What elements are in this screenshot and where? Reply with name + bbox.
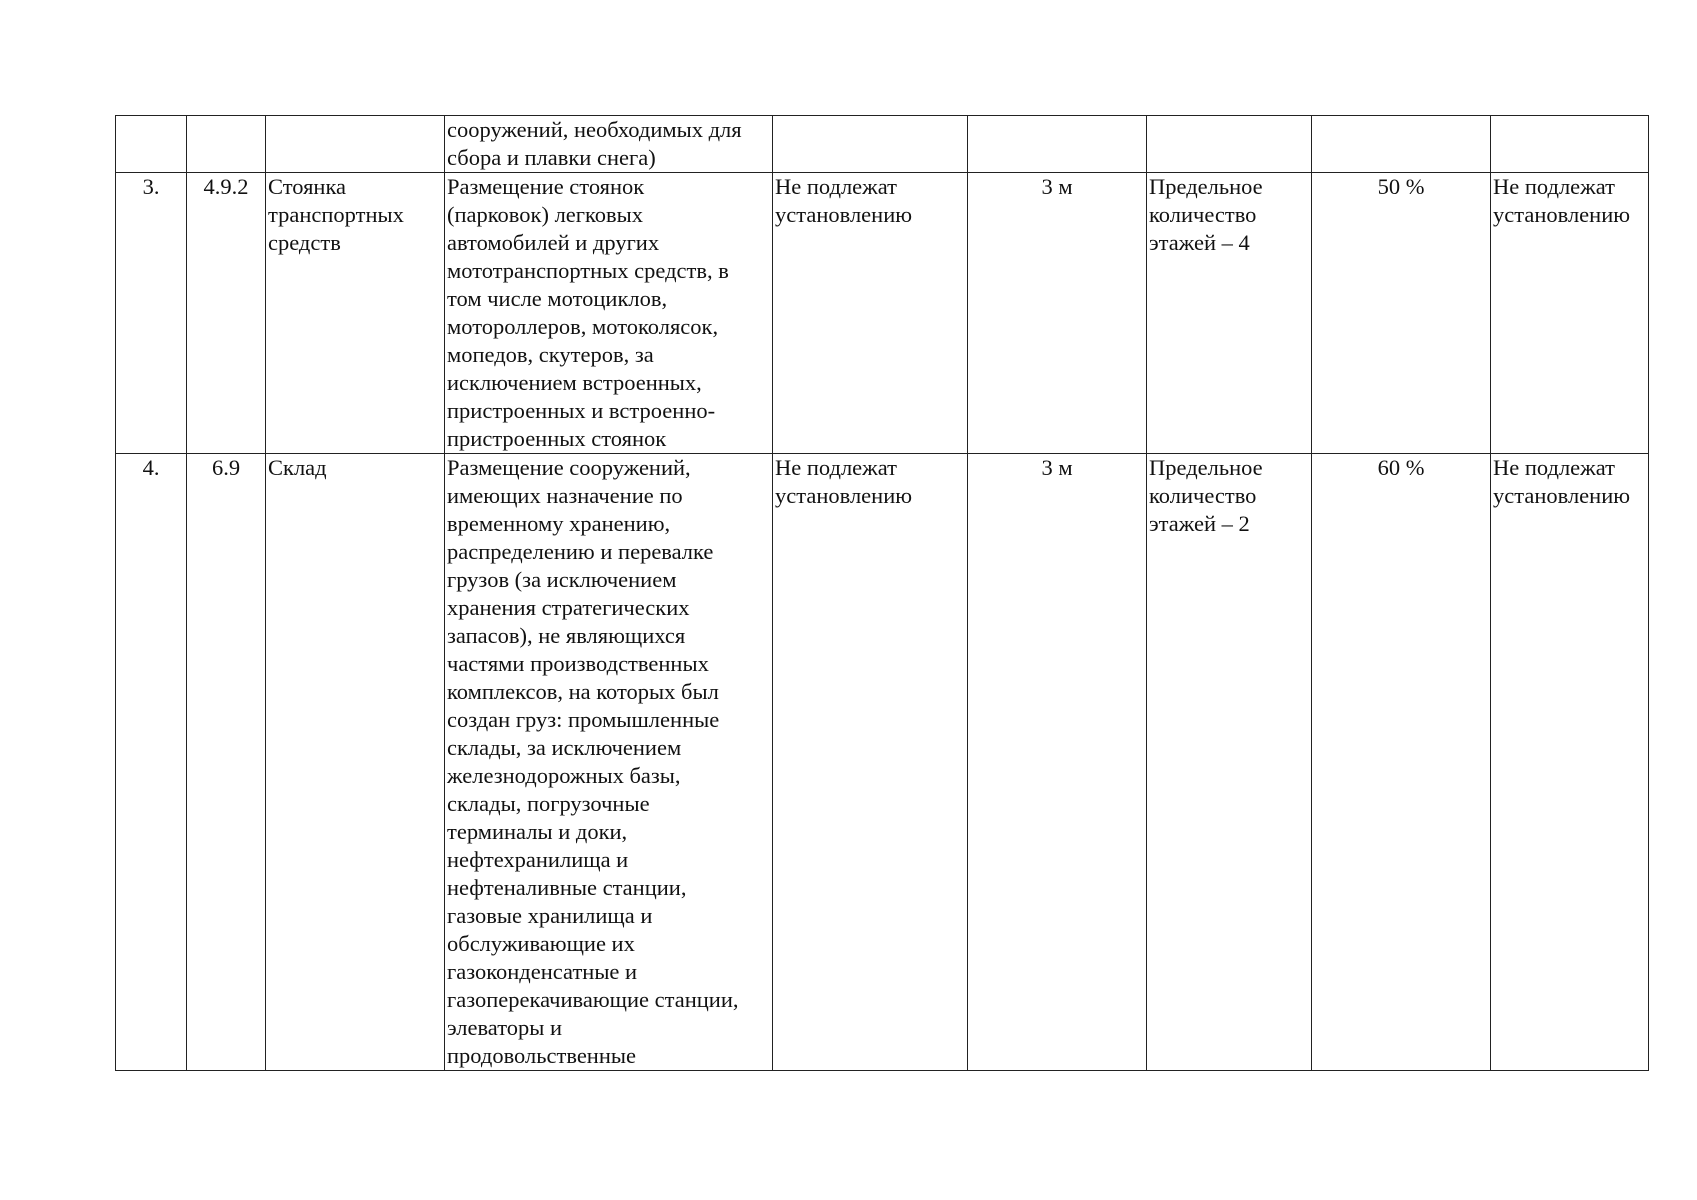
cell-use-code: 6.9	[187, 454, 266, 1071]
cell-min-area	[773, 116, 968, 173]
cell-use-description: сооружений, необходимых для сбора и плавки снега)	[445, 116, 773, 173]
cell-max-floors: Предельное количество этажей – 2	[1147, 454, 1312, 1071]
cell-extra-params: Не подлежат установлению	[1491, 173, 1649, 454]
cell-setback	[968, 116, 1147, 173]
cell-setback: 3 м	[968, 173, 1147, 454]
cell-max-floors	[1147, 116, 1312, 173]
cell-extra-params	[1491, 116, 1649, 173]
cell-min-area: Не подлежат установлению	[773, 454, 968, 1071]
zoning-regulations-table	[115, 115, 1649, 1071]
cell-min-area: Не подлежат установлению	[773, 173, 968, 454]
cell-use-code	[187, 116, 266, 173]
cell-max-floors: Предельное количество этажей – 4	[1147, 173, 1312, 454]
cell-coverage	[1312, 116, 1491, 173]
cell-extra-params: Не подлежат установлению	[1491, 454, 1649, 1071]
cell-use-name: Склад	[266, 454, 445, 1071]
cell-use-name: Стоянка транспортных средств	[266, 173, 445, 454]
cell-use-description: Размещение стоянок (парковок) легковых автомобилей и других мототранспортных средств, в том числе мотоциклов, мотороллеров, мотоколясок, мопедов, скутеров, за исключением встроенных, пристроенных и встроенно- пристроенных стоянок	[445, 173, 773, 454]
table-row-warehouse	[116, 454, 1649, 1071]
cell-use-description: Размещение сооружений, имеющих назначение по временному хранению, распределению и перевалке грузов (за исключением хранения стратегических запасов), не являющихся частями производственных комплексов, на которых был создан груз: промышленные склады, за исключением железнодорожных базы, склады, погрузочные терминалы и доки, нефтехранилища и нефтеналивные станции, газовые хранилища и обслуживающие их газоконденсатные и газоперекачивающие станции, элеваторы и продовольственные	[445, 454, 773, 1071]
cell-coverage: 50 %	[1312, 173, 1491, 454]
cell-row-number: 4.	[116, 454, 187, 1071]
cell-row-number	[116, 116, 187, 173]
cell-coverage: 60 %	[1312, 454, 1491, 1071]
cell-row-number: 3.	[116, 173, 187, 454]
table-row-continuation	[116, 116, 1649, 173]
cell-setback: 3 м	[968, 454, 1147, 1071]
cell-use-code: 4.9.2	[187, 173, 266, 454]
table-row-parking	[116, 173, 1649, 454]
cell-use-name	[266, 116, 445, 173]
